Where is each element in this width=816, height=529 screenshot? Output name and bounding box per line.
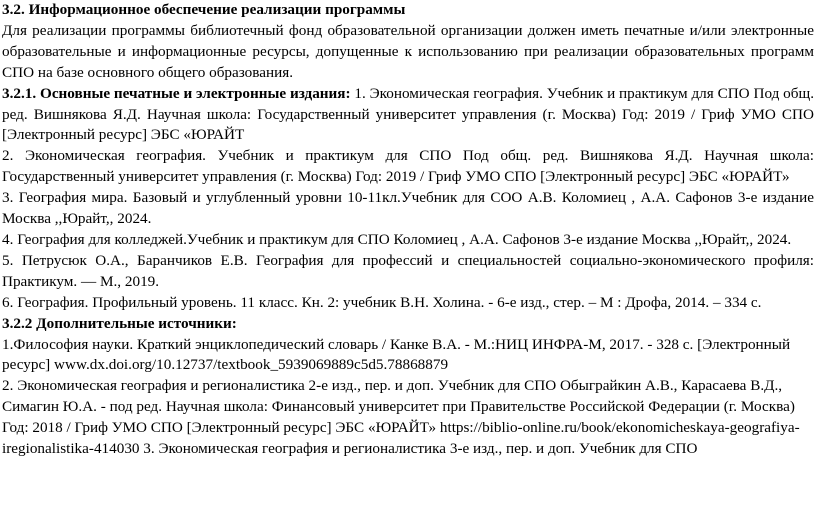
main-sources-item-1	[2, 84, 814, 147]
main-sources-item-2: 2. Экономическая география. Учебник и практикум для СПО Под общ. ред. Вишнякова Я.Д. Научная школа: Государственный университет управления (г. Москва) Год: 2019 / Гриф УМО СПО [Электронный ресурс] ЭБС «ЮРАЙТ»	[2, 147, 814, 186]
main-sources-heading: 3.2.1. Основные печатные и электронные издания:	[2, 84, 351, 102]
intro-paragraph: Для реализации программы библиотечный фонд образовательной организации должен иметь печатные и/или электронные образовательные и информационные ресурсы, допущенные к использованию при реализации образовательных программ СПО на базе основного общего образования.	[2, 21, 814, 81]
main-sources-item-4: 4. География для колледжей.Учебник и практикум для СПО Коломиец , А.А. Сафонов 3-е издание Москва ,,Юрайт,, 2024.	[2, 230, 792, 248]
main-sources-item-1-text: 1. Экономическая география. Учебник и практикум для СПО Под общ. ред. Вишнякова Я.Д. Научная школа: Государственный университет управления (г. Москва) Год: 2019 / Гриф УМО СПО [Электронный ресурс] ЭБС «ЮРАЙТ	[2, 84, 814, 144]
main-sources-item-3: 3. География мира. Базовый и углубленный уровни 10-11кл.Учебник для СОО А.В. Коломиец , А.А. Сафонов 3-е издание Москва ,,Юрайт,, 2024.	[2, 189, 814, 228]
extra-sources-item-2: 2. Экономическая география и регионалистика 2-е изд., пер. и доп. Учебник для СПО Обыгрaйкин А.В., Карасаева В.Д., Симагин Ю.А. - под ред. Научная школа: Финансовый университет при Правительстве Российской Федерации (г. Москва) Год: 2018 / Гриф УМО СПО [Электронный ресурс] ЭБС «ЮРАЙТ» https://biblio-online.ru/book/ekonomicheskaya-geografiya-iregionalistika-414030 3. Экономическая география и регионалистика 3-е изд., пер. и доп. Учебник для СПО	[2, 377, 800, 458]
section-title: 3.2. Информационное обеспечение реализации программы	[2, 1, 406, 18]
main-sources-item-5: 5. Петрусюк О.А., Баранчиков Е.В. География для профессий и специальностей социально-экономического профиля: Практикум. — М., 2019.	[2, 251, 814, 290]
extra-sources-heading: 3.2.2 Дополнительные источники:	[2, 314, 237, 332]
main-sources-item-6: 6. География. Профильный уровень. 11 класс. Кн. 2: учебник В.Н. Холина. - 6-е изд., стер. – М : Дрофа, 2014. – 334 с.	[2, 293, 762, 311]
extra-sources-item-1: 1.Философия науки. Краткий энциклопедический словарь / Канке В.А. - М.:НИЦ ИНФРА-М, 2017. - 328 с. [Электронный ресурс] www.dx.doi.org/10.12737/textbook_5939069889c5d5.78868879	[2, 335, 791, 374]
